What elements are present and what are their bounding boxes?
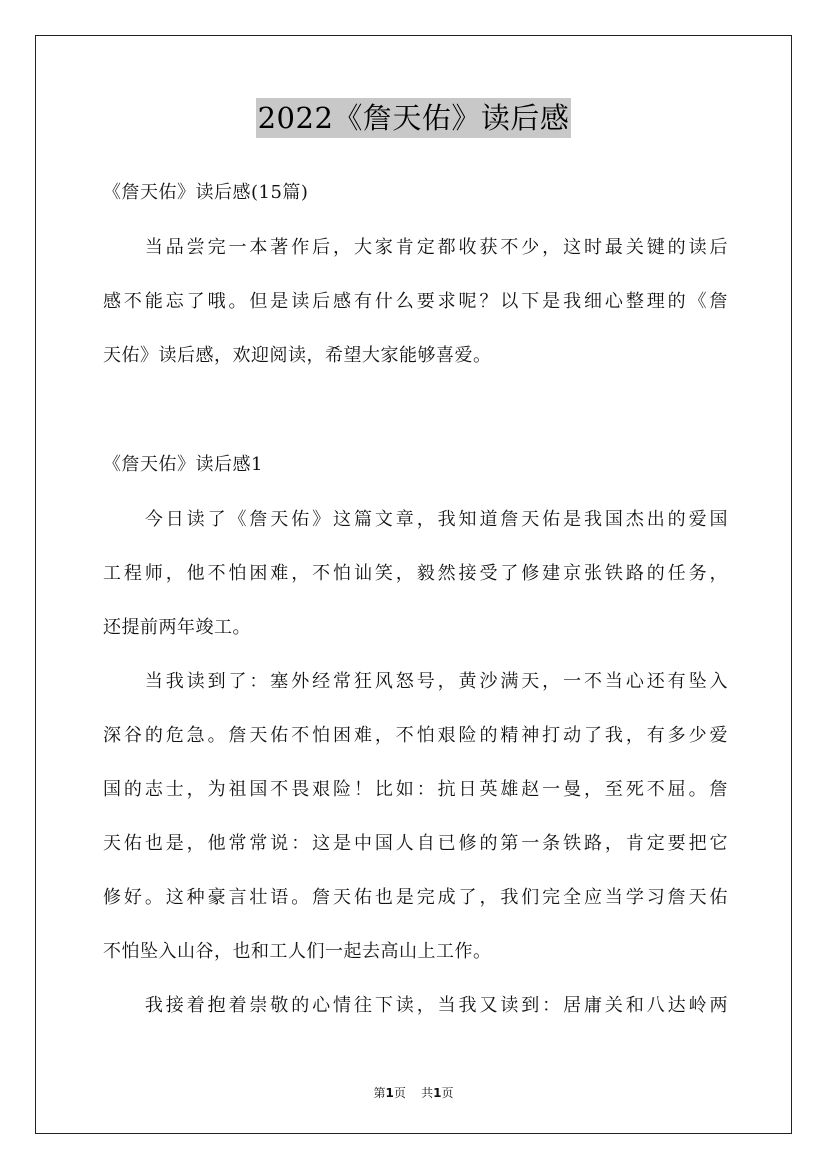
section-heading: 《詹天佑》读后感1 bbox=[103, 454, 263, 475]
body-line: 深谷的危急。詹天佑不怕困难，不怕艰险的精神打动了我，有多少爱 bbox=[103, 725, 728, 746]
intro-line: 当品尝完一本著作后，大家肯定都收获不少，这时最关键的读后 bbox=[103, 237, 728, 258]
page-footer bbox=[0, 1084, 827, 1101]
document-title: 2022《詹天佑》读后感 bbox=[256, 98, 572, 138]
body-line: 天佑也是，他常常说：这是中国人自已修的第一条铁路，肯定要把它 bbox=[103, 833, 728, 854]
body-line: 修好。这种豪言壮语。詹天佑也是完成了，我们完全应当学习詹天佑 bbox=[103, 887, 728, 908]
body-line: 今日读了《詹天佑》这篇文章，我知道詹天佑是我国杰出的爱国 bbox=[103, 509, 728, 530]
page-total: 共1页 bbox=[421, 1086, 454, 1100]
body-line: 我接着抱着崇敬的心情往下读，当我又读到：居庸关和八达岭两 bbox=[103, 995, 728, 1016]
body-line: 国的志士，为祖国不畏艰险！比如：抗日英雄赵一曼，至死不屈。詹 bbox=[103, 779, 728, 800]
page-number: 第1页 bbox=[373, 1086, 406, 1100]
intro-line: 感不能忘了哦。但是读后感有什么要求呢？以下是我细心整理的《詹 bbox=[103, 291, 728, 312]
document-subtitle: 《詹天佑》读后感(15篇) bbox=[103, 182, 309, 203]
intro-line: 天佑》读后感，欢迎阅读，希望大家能够喜爱。 bbox=[103, 345, 492, 366]
body-line: 工程师，他不怕困难，不怕讪笑，毅然接受了修建京张铁路的任务， bbox=[103, 563, 728, 584]
body-line: 当我读到了：塞外经常狂风怒号，黄沙满天，一不当心还有坠入 bbox=[103, 671, 728, 692]
body-line: 还提前两年竣工。 bbox=[103, 617, 251, 638]
body-line: 不怕坠入山谷，也和工人们一起去高山上工作。 bbox=[103, 941, 492, 962]
